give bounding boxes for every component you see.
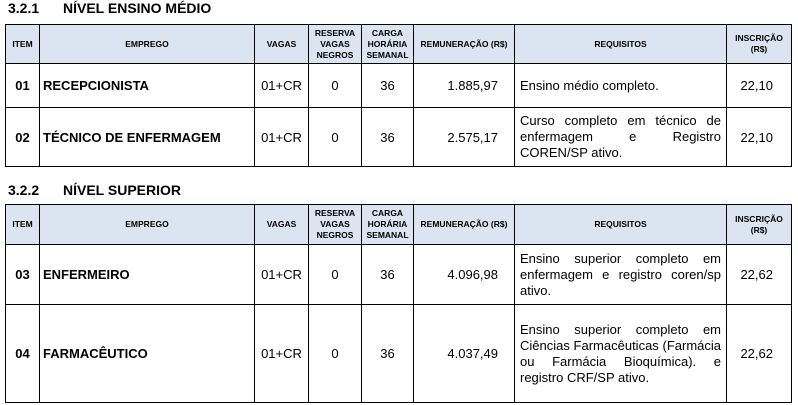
cell-requisitos: Ensino médio completo. (515, 64, 727, 108)
cell-emprego: TÉCNICO DE ENFERMAGEM (40, 108, 255, 167)
cell-item: 03 (6, 245, 40, 305)
cell-requisitos: Curso completo em técnico de enfermagem e Registro COREN/SP ativo. (515, 108, 727, 167)
cell-reserva: 0 (309, 305, 362, 403)
header-requisitos: REQUISITOS (515, 25, 727, 64)
cell-remuneracao: 1.885,97 (414, 64, 515, 108)
table-row (6, 245, 792, 305)
header-requisitos: REQUISITOS (515, 205, 727, 245)
header-vagas: VAGAS (255, 25, 309, 64)
header-carga: CARGA HORÁRIA SEMANAL (362, 25, 414, 64)
header-reserva: RESERVA VAGAS NEGROS (309, 205, 362, 245)
header-inscricao: INSCRIÇÃO (R$) (727, 205, 792, 245)
header-emprego: EMPREGO (40, 205, 255, 245)
cell-inscricao: 22,62 (727, 305, 792, 403)
section-heading: NÍVEL SUPERIOR (63, 182, 181, 198)
section-number: 3.2.2 (8, 182, 40, 198)
section-title-medio (8, 0, 211, 16)
header-remuneracao: REMUNERAÇÃO (R$) (414, 205, 515, 245)
cell-emprego: RECEPCIONISTA (40, 64, 255, 108)
cell-vagas: 01+CR (255, 64, 309, 108)
header-carga: CARGA HORÁRIA SEMANAL (362, 205, 414, 245)
cell-inscricao: 22,10 (727, 108, 792, 167)
table-nivel-superior (5, 204, 792, 403)
cell-emprego: FARMACÊUTICO (40, 305, 255, 403)
header-row (6, 205, 792, 245)
cell-remuneracao: 4.096,98 (414, 245, 515, 305)
cell-vagas: 01+CR (255, 305, 309, 403)
cell-inscricao: 22,62 (727, 245, 792, 305)
cell-vagas: 01+CR (255, 108, 309, 167)
cell-emprego: ENFERMEIRO (40, 245, 255, 305)
cell-item: 02 (6, 108, 40, 167)
cell-remuneracao: 2.575,17 (414, 108, 515, 167)
header-item: ITEM (6, 205, 40, 245)
cell-carga: 36 (362, 108, 414, 167)
header-item: ITEM (6, 25, 40, 64)
cell-requisitos: Ensino superior completo em Ciências Farmacêuticas (Farmácia ou Farmácia Bioquímica). e registro CRF/SP ativo. (515, 305, 727, 403)
cell-item: 01 (6, 64, 40, 108)
header-reserva: RESERVA VAGAS NEGROS (309, 25, 362, 64)
table-row (6, 108, 792, 167)
cell-inscricao: 22,10 (727, 64, 792, 108)
table-row (6, 64, 792, 108)
header-vagas: VAGAS (255, 205, 309, 245)
header-remuneracao: REMUNERAÇÃO (R$) (414, 25, 515, 64)
cell-reserva: 0 (309, 64, 362, 108)
cell-reserva: 0 (309, 108, 362, 167)
cell-reserva: 0 (309, 245, 362, 305)
section-number: 3.2.1 (8, 0, 40, 16)
header-inscricao: INSCRIÇÃO (R$) (727, 25, 792, 64)
cell-remuneracao: 4.037,49 (414, 305, 515, 403)
cell-requisitos: Ensino superior completo em enfermagem e registro coren/sp ativo. (515, 245, 727, 305)
cell-carga: 36 (362, 245, 414, 305)
table-nivel-medio (5, 24, 792, 167)
cell-vagas: 01+CR (255, 245, 309, 305)
section-heading: NÍVEL ENSINO MÉDIO (63, 0, 212, 16)
cell-item: 04 (6, 305, 40, 403)
cell-carga: 36 (362, 305, 414, 403)
cell-carga: 36 (362, 64, 414, 108)
header-row (6, 25, 792, 64)
header-emprego: EMPREGO (40, 25, 255, 64)
section-title-superior (8, 182, 181, 198)
table-row (6, 305, 792, 403)
